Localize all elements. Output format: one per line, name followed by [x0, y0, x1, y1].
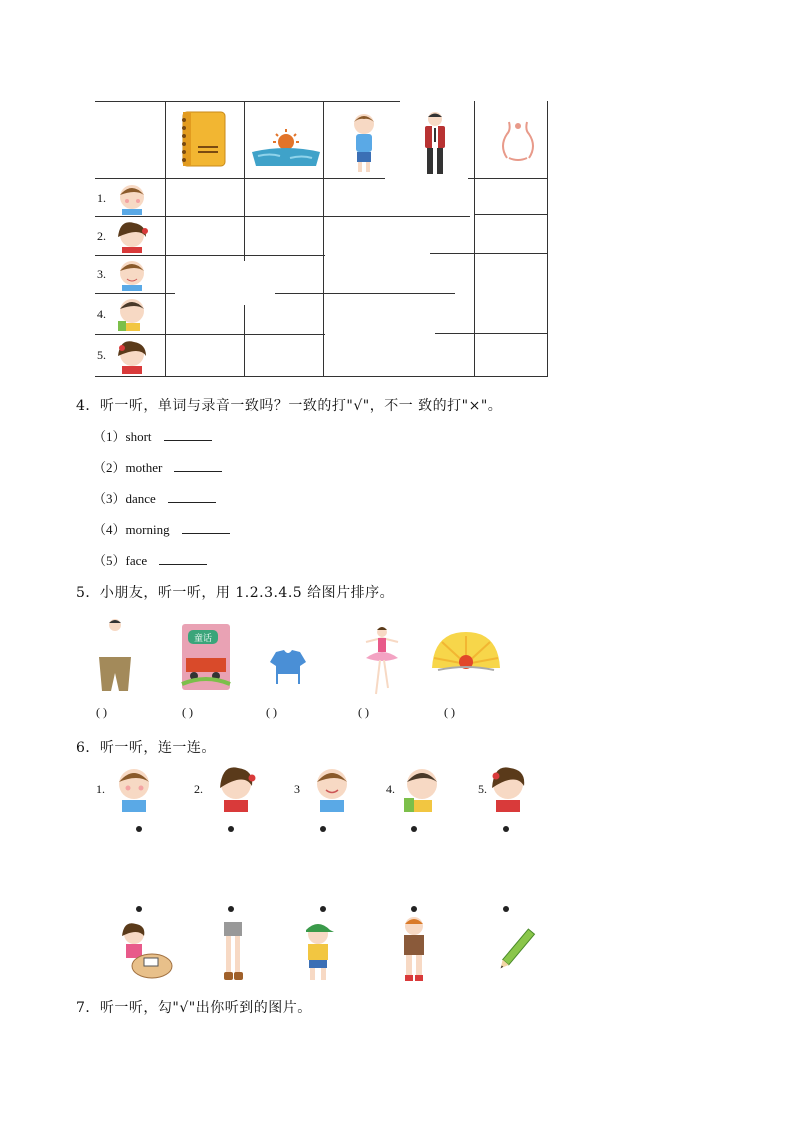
table-line: [95, 334, 325, 335]
match-dot-bottom-5[interactable]: [503, 906, 509, 912]
order-answer-4[interactable]: ( ): [358, 705, 369, 719]
item-word: morning: [125, 522, 170, 537]
match-dot-top-4[interactable]: [411, 826, 417, 832]
item-num: （5）: [93, 553, 126, 568]
shirt-icon: [268, 648, 308, 688]
match-dot-bottom-2[interactable]: [228, 906, 234, 912]
item-num: （1）: [93, 429, 126, 444]
kid-head-icon: [112, 764, 156, 812]
girl-head-icon: [112, 219, 152, 253]
kid-head-icon: [112, 181, 152, 215]
answer-blank[interactable]: [168, 491, 216, 503]
pencil-icon: [496, 924, 536, 976]
q4-item-2: [93, 457, 222, 476]
item-num: （2）: [93, 460, 126, 475]
q4-item-3: [93, 488, 216, 507]
sun-over-sea-icon: [250, 128, 322, 168]
rising-sun-icon: [428, 628, 504, 674]
table-line: [95, 101, 400, 102]
match-num-5: 5.: [478, 782, 487, 796]
row-label-5: 5.: [97, 348, 106, 362]
table-line: [244, 305, 245, 376]
man-in-suit-icon: [420, 110, 450, 176]
match-dot-top-3[interactable]: [320, 826, 326, 832]
answer-blank[interactable]: [159, 553, 207, 565]
table-line: [275, 293, 455, 294]
table-line: [323, 101, 324, 376]
kid-head-icon: [310, 764, 354, 812]
table-line: [430, 253, 548, 254]
notebook-icon: [178, 110, 228, 168]
order-answer-5[interactable]: ( ): [444, 705, 455, 719]
ballerina-icon: [362, 624, 402, 696]
answer-blank[interactable]: [182, 522, 230, 534]
table-line: [95, 255, 325, 256]
boy-standing-icon: [398, 914, 430, 984]
table-line: [95, 293, 175, 294]
match-dot-bottom-3[interactable]: [320, 906, 326, 912]
match-dot-top-1[interactable]: [136, 826, 142, 832]
boy-icon: [349, 112, 379, 174]
table-line: [95, 178, 385, 179]
q4-item-5: [93, 550, 207, 569]
item-num: （3）: [93, 491, 126, 506]
boy-with-cap-icon: [298, 920, 338, 982]
order-answer-1[interactable]: ( ): [96, 705, 107, 719]
match-num-1: 1.: [96, 782, 105, 796]
answer-blank[interactable]: [174, 460, 222, 472]
item-word: short: [125, 429, 152, 444]
q6-title: 6．听一听，连一连。: [76, 740, 216, 756]
row-label-1: 1.: [97, 191, 106, 205]
storybook-title: 童话: [193, 634, 213, 644]
match-num-4: 4.: [386, 782, 395, 796]
q7-title: 7．听一听，勾"√"出你听到的图片。: [76, 1000, 312, 1016]
row-label-2: 2.: [97, 229, 106, 243]
q4-item-4: [93, 519, 230, 538]
girl-head-icon: [486, 764, 530, 812]
match-dot-bottom-4[interactable]: [411, 906, 417, 912]
item-num: （4）: [93, 522, 126, 537]
row-label-4: 4.: [97, 307, 106, 321]
table-line: [165, 101, 166, 376]
girl-head-icon: [112, 338, 152, 374]
answer-blank[interactable]: [164, 429, 212, 441]
item-word: dance: [125, 491, 156, 506]
q4-title: 4．听一听，单词与录音一致吗？一致的打"√"，不一 致的打"×"。: [76, 398, 503, 414]
match-num-3: 3: [294, 782, 300, 796]
legs-icon: [218, 922, 248, 982]
q4-item-1: [93, 426, 212, 445]
row-label-3: 3.: [97, 267, 106, 281]
match-dot-top-5[interactable]: [503, 826, 509, 832]
order-answer-2[interactable]: ( ): [182, 705, 193, 719]
table-line: [435, 333, 548, 334]
table-line: [474, 101, 475, 376]
table-line: [547, 101, 548, 376]
table-line: [95, 376, 548, 377]
shorts-man-icon: [95, 615, 135, 695]
table-line: [95, 216, 470, 217]
table-line: [475, 214, 548, 215]
kid-head-icon: [112, 257, 152, 291]
q5-title: 5．小朋友，听一听，用 1.2.3.4.5 给图片排序。: [76, 585, 395, 601]
girl-head-icon: [214, 764, 258, 812]
match-num-2: 2.: [194, 782, 203, 796]
table-line: [468, 178, 548, 179]
table-line: [244, 101, 245, 261]
kid-head-icon: [112, 295, 152, 331]
cartoon-face-icon: [495, 118, 541, 164]
item-word: mother: [125, 460, 163, 475]
girl-at-table-icon: [112, 920, 174, 982]
kid-head-icon: [400, 764, 444, 812]
match-dot-bottom-1[interactable]: [136, 906, 142, 912]
item-word: face: [125, 553, 148, 568]
order-answer-3[interactable]: ( ): [266, 705, 277, 719]
match-dot-top-2[interactable]: [228, 826, 234, 832]
storybook-icon: [180, 622, 232, 692]
